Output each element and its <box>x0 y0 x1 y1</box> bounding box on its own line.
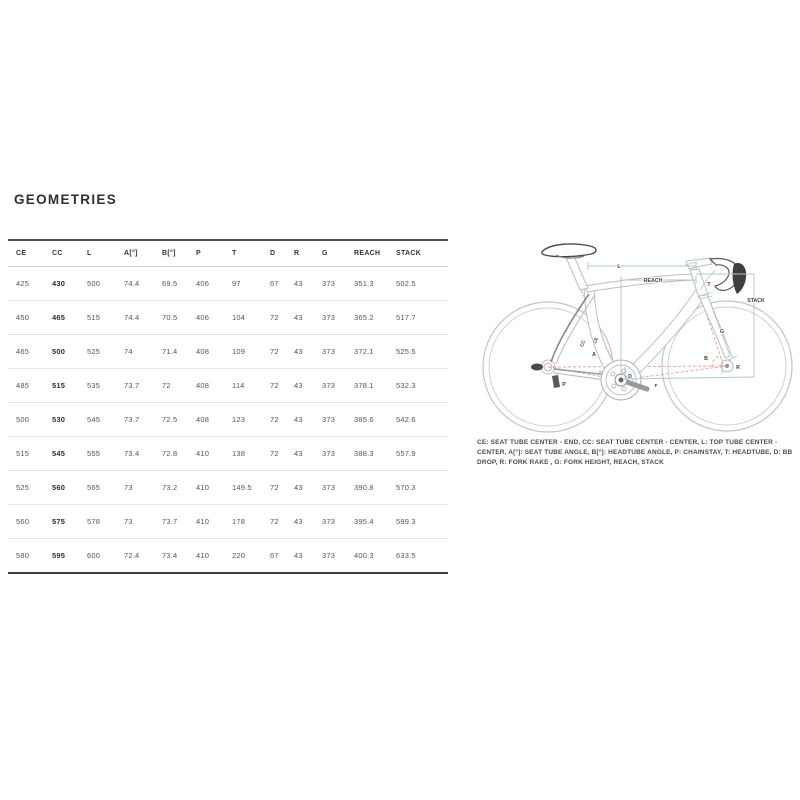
table-cell: 633.5 <box>396 551 416 560</box>
label-headtube: T <box>707 282 711 288</box>
table-cell: 555 <box>87 437 124 471</box>
table-cell: 600 <box>87 551 101 560</box>
table-cell: 72.8 <box>162 437 196 471</box>
table-cell: 373 <box>322 471 354 505</box>
table-cell: 72 <box>162 369 196 403</box>
table-cell: 72.4 <box>124 551 140 560</box>
table-cell: 43 <box>294 267 322 301</box>
table-cell: 72 <box>270 437 294 471</box>
table-cell: 72 <box>270 403 294 437</box>
table-cell: 578 <box>87 505 124 539</box>
table-cell: 73.7 <box>124 369 162 403</box>
table-cell: 450 <box>8 301 52 335</box>
table-cell: 73.4 <box>124 437 162 471</box>
table-cell: 406 <box>196 267 232 301</box>
table-cell: 515 <box>52 369 87 403</box>
table-cell: 373 <box>322 403 354 437</box>
table-row <box>8 335 448 369</box>
fork <box>699 294 730 358</box>
table-cell: 71.4 <box>162 335 196 369</box>
label-chainstay: P <box>562 382 566 388</box>
table-cell: 410 <box>196 551 210 560</box>
top-tube <box>585 274 698 292</box>
table-cell: 365.2 <box>354 301 396 335</box>
label-seat-cc: CC <box>579 339 587 348</box>
table-cell: 525 <box>87 335 124 369</box>
table-cell: 560 <box>52 471 87 505</box>
label-top-tube: L <box>617 264 621 270</box>
table-cell: 515 <box>8 437 52 471</box>
table-cell: 410 <box>196 437 232 471</box>
geometry-table <box>8 239 448 574</box>
table-row <box>8 437 448 471</box>
table-cell: 43 <box>294 369 322 403</box>
table-cell: 580 <box>16 551 30 560</box>
table-cell: 560 <box>8 505 52 539</box>
table-cell: 43 <box>294 551 303 560</box>
table-body <box>8 267 448 574</box>
head-tube <box>690 269 708 298</box>
column-header: G <box>322 240 354 267</box>
table-cell: 74.4 <box>124 301 162 335</box>
table-cell: 595 <box>52 551 66 560</box>
table-cell: 502.5 <box>396 267 448 301</box>
bike-illustration <box>472 228 800 443</box>
table-cell: 408 <box>196 369 232 403</box>
table-cell: 114 <box>232 369 270 403</box>
table-cell: 530 <box>52 403 87 437</box>
table-cell: 43 <box>294 437 322 471</box>
bike-frame <box>565 254 730 384</box>
table-cell: 373 <box>322 301 354 335</box>
table-cell: 220 <box>232 551 246 560</box>
table-cell: 400.3 <box>354 551 374 560</box>
table-cell: 73 <box>124 471 162 505</box>
column-header: CC <box>52 240 87 267</box>
table-cell: 372.1 <box>354 335 396 369</box>
column-header: STACK <box>396 240 448 267</box>
table-cell: 73 <box>124 505 162 539</box>
table-cell: 395.4 <box>354 505 396 539</box>
label-headtube-angle: B <box>704 356 708 362</box>
column-header: L <box>87 240 124 267</box>
table-cell: 373 <box>322 505 354 539</box>
table-cell: 465 <box>52 301 87 335</box>
label-fork-height: G <box>719 329 725 335</box>
table-cell: 390.8 <box>354 471 396 505</box>
table-row <box>8 301 448 335</box>
table-cell: 43 <box>294 301 322 335</box>
table-cell: 406 <box>196 301 232 335</box>
table-cell: 385.6 <box>354 403 396 437</box>
table-cell: 373 <box>322 551 336 560</box>
column-header: B[°] <box>162 240 196 267</box>
column-header: CE <box>8 240 52 267</box>
table-cell: 410 <box>196 471 232 505</box>
label-seat-angle: A <box>592 352 596 358</box>
table-cell: 70.5 <box>162 301 196 335</box>
table-cell: 74 <box>124 335 162 369</box>
table-cell: 149.5 <box>232 471 270 505</box>
table-cell: 43 <box>294 403 322 437</box>
label-bb-drop: D <box>628 374 632 380</box>
table-cell: 388.3 <box>354 437 396 471</box>
table-cell: 408 <box>196 335 232 369</box>
table-cell: 570.3 <box>396 471 448 505</box>
label-front: F <box>654 383 658 388</box>
table-cell: 557.9 <box>396 437 448 471</box>
column-header: R <box>294 240 322 267</box>
table-cell: 178 <box>232 505 270 539</box>
table-cell: 565 <box>87 471 124 505</box>
table-cell: 104 <box>232 301 270 335</box>
table-cell: 351.3 <box>354 267 396 301</box>
table-row <box>8 369 448 403</box>
seat-post <box>565 254 588 290</box>
table-row <box>8 403 448 437</box>
table-cell: 500 <box>87 267 124 301</box>
table-cell: 72 <box>270 301 294 335</box>
table-cell: 138 <box>232 437 270 471</box>
table-row <box>8 471 448 505</box>
table-cell: 373 <box>322 267 354 301</box>
column-header: T <box>232 240 270 267</box>
table-cell: 373 <box>322 335 354 369</box>
diagram-caption: CE: SEAT TUBE CENTER - END, CC: SEAT TUBE CENTER - CENTER, L: TOP TUBE CENTER - CENTER, A[°]: SEAT TUBE ANGLE, B[°]: HEADTUBE ANGLE, P: CHAINSTAY, T: HEADTUBE, D: BB DROP, R: FORK RAKE , G: FORK HEIGHT, REACH, STACK <box>477 439 793 466</box>
table-cell: 72 <box>270 505 294 539</box>
table-cell: 69.5 <box>162 267 196 301</box>
table-cell: 525 <box>8 471 52 505</box>
table-cell: 430 <box>52 267 87 301</box>
table-cell: 545 <box>52 437 87 471</box>
table-cell: 485 <box>8 369 52 403</box>
table-cell: 73.7 <box>162 505 196 539</box>
seat-stay <box>551 294 589 362</box>
table-cell: 73.2 <box>162 471 196 505</box>
table-cell: 500 <box>52 335 87 369</box>
column-header: P <box>196 240 232 267</box>
table-cell: 545 <box>87 403 124 437</box>
table-cell: 72 <box>270 471 294 505</box>
table-row <box>8 539 448 574</box>
table-cell: 542.6 <box>396 403 448 437</box>
table-cell: 43 <box>294 505 322 539</box>
table-cell: 465 <box>8 335 52 369</box>
table-cell: 73.4 <box>162 551 178 560</box>
table-cell: 535 <box>87 369 124 403</box>
label-stack: STACK <box>747 298 765 304</box>
rear-skewer <box>531 364 543 371</box>
table-cell: 378.1 <box>354 369 396 403</box>
table-cell: 599.3 <box>396 505 448 539</box>
table-cell: 373 <box>322 437 354 471</box>
table-cell: 72 <box>270 369 294 403</box>
table-cell: 97 <box>232 267 270 301</box>
table-cell: 575 <box>52 505 87 539</box>
column-header: A[°] <box>124 240 162 267</box>
rear-derailleur <box>552 375 560 388</box>
table-cell: 425 <box>8 267 52 301</box>
label-reach: REACH <box>643 278 663 284</box>
table-cell: 532.3 <box>396 369 448 403</box>
page-title: GEOMETRIES <box>14 192 118 207</box>
table-cell: 72 <box>270 335 294 369</box>
saddle <box>542 244 596 258</box>
table-cell: 67 <box>270 267 294 301</box>
table-cell: 72.5 <box>162 403 196 437</box>
table-cell: 73.7 <box>124 403 162 437</box>
table-cell: 517.7 <box>396 301 448 335</box>
table-header-row <box>8 240 448 267</box>
table-cell: 408 <box>196 403 232 437</box>
table-cell: 109 <box>232 335 270 369</box>
brake-lever <box>733 263 747 294</box>
label-seat-ce: CE <box>592 336 600 345</box>
bike-geometry-diagram <box>472 228 800 443</box>
label-fork-rake: R <box>736 365 740 371</box>
table-row <box>8 505 448 539</box>
table-cell: 67 <box>270 551 279 560</box>
table-cell: 410 <box>196 505 232 539</box>
table-header <box>8 240 448 267</box>
column-header: D <box>270 240 294 267</box>
table-cell: 525.5 <box>396 335 448 369</box>
table-cell: 43 <box>294 335 322 369</box>
table-cell: 500 <box>8 403 52 437</box>
table-cell: 123 <box>232 403 270 437</box>
column-header: REACH <box>354 240 396 267</box>
table-cell: 515 <box>87 301 124 335</box>
table-cell: 74.4 <box>124 267 162 301</box>
table-cell: 43 <box>294 471 322 505</box>
table-cell: 373 <box>322 369 354 403</box>
table-row <box>8 267 448 301</box>
